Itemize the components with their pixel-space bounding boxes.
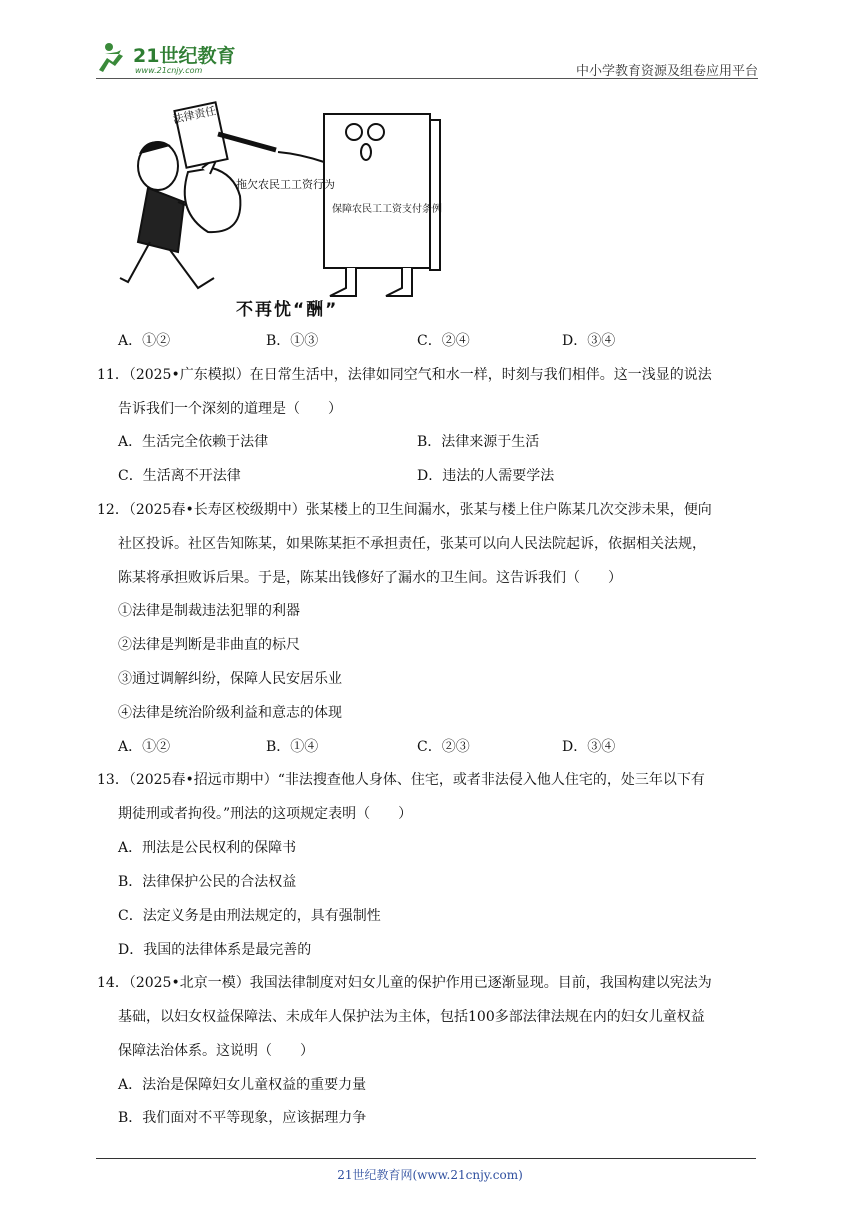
q10-option-b: B．①③: [266, 333, 319, 349]
q11-stem-line: 告诉我们一个深刻的道理是（ ）: [118, 401, 342, 417]
q11-option-a: A．生活完全依赖于法律: [118, 434, 269, 450]
q10-option-c: C．②④: [417, 333, 470, 349]
q13-stem-line: 13．（2025春•招远市期中）“非法搜查他人身体、住宅，或者非法侵入他人住宅的，处三年以下有: [97, 772, 705, 788]
cartoon-illustration: [118, 92, 454, 324]
q13-option-c: C．法定义务是由刑法规定的，具有强制性: [118, 908, 381, 924]
svg-text:www.21cnjy.com: www.21cnjy.com: [135, 66, 203, 75]
site-logo: [95, 40, 255, 76]
q12-statement: ④法律是统治阶级利益和意志的体现: [118, 705, 342, 721]
q13-option-d: D．我国的法律体系是最完善的: [118, 942, 312, 958]
q13-option-a: A．刑法是公民权利的保障书: [118, 840, 297, 856]
q13-stem-line: 期徒刑或者拘役。”刑法的这项规定表明（ ）: [118, 806, 413, 822]
q12-option-c: C．②③: [417, 739, 470, 755]
svg-text:保障农民工工资支付条例: 保障农民工工资支付条例: [332, 204, 442, 215]
q12-stem-line: 陈某将承担败诉后果。于是，陈某出钱修好了漏水的卫生间。这告诉我们（ ）: [118, 570, 622, 586]
svg-text:法律责任: 法律责任: [171, 104, 218, 127]
q14-option-a: A．法治是保障妇女儿童权益的重要力量: [118, 1077, 367, 1093]
q12-option-b: B．①④: [266, 739, 319, 755]
header-divider: [96, 78, 758, 79]
q12-statement: ②法律是判断是非曲直的标尺: [118, 637, 300, 653]
cartoon-caption: 不再忧“酬”: [236, 300, 339, 320]
q12-option-d: D．③④: [562, 739, 616, 755]
q12-statement: ③通过调解纠纷，保障人民安居乐业: [118, 671, 342, 687]
q13-option-b: B．法律保护公民的合法权益: [118, 874, 297, 890]
q10-option-d: D．③④: [562, 333, 616, 349]
q12-stem-line: 社区投诉。社区告知陈某，如果陈某拒不承担责任，张某可以向人民法院起诉，依据相关法规，: [118, 536, 706, 552]
q12-option-a: A．①②: [118, 739, 171, 755]
footer-divider: [96, 1158, 756, 1159]
q12-statement: ①法律是制裁违法犯罪的利器: [118, 603, 300, 619]
q14-stem-line: 保障法治体系。这说明（ ）: [118, 1043, 314, 1059]
footer-link[interactable]: 21世纪教育网(www.21cnjy.com): [337, 1168, 523, 1182]
q14-stem-line: 14．（2025•北京一模）我国法律制度对妇女儿童的保护作用已逐渐显现。目前，我国构建以宪法为: [97, 975, 712, 991]
svg-text:拖欠农民工工资行为: 拖欠农民工工资行为: [236, 178, 335, 191]
q14-stem-line: 基础，以妇女权益保障法、未成年人保护法为主体，包括100多部法律法规在内的妇女儿童权益: [118, 1009, 705, 1025]
platform-name: 中小学教育资源及组卷应用平台: [575, 64, 758, 79]
q11-option-c: C．生活离不开法律: [118, 468, 241, 484]
q12-stem-line: 12．（2025春•长寿区校级期中）张某楼上的卫生间漏水，张某与楼上住户陈某几次交涉未果，便向: [97, 502, 712, 518]
q11-option-b: B．法律来源于生活: [417, 434, 540, 450]
q10-option-a: A．①②: [118, 333, 171, 349]
svg-text:21世纪教育: 21世纪教育: [133, 45, 236, 67]
q11-stem-line: 11．（2025•广东模拟）在日常生活中，法律如同空气和水一样，时刻与我们相伴。这一浅显的说法: [97, 367, 712, 383]
q11-option-d: D．违法的人需要学法: [417, 468, 555, 484]
q14-option-b: B．我们面对不平等现象，应该据理力争: [118, 1110, 367, 1126]
